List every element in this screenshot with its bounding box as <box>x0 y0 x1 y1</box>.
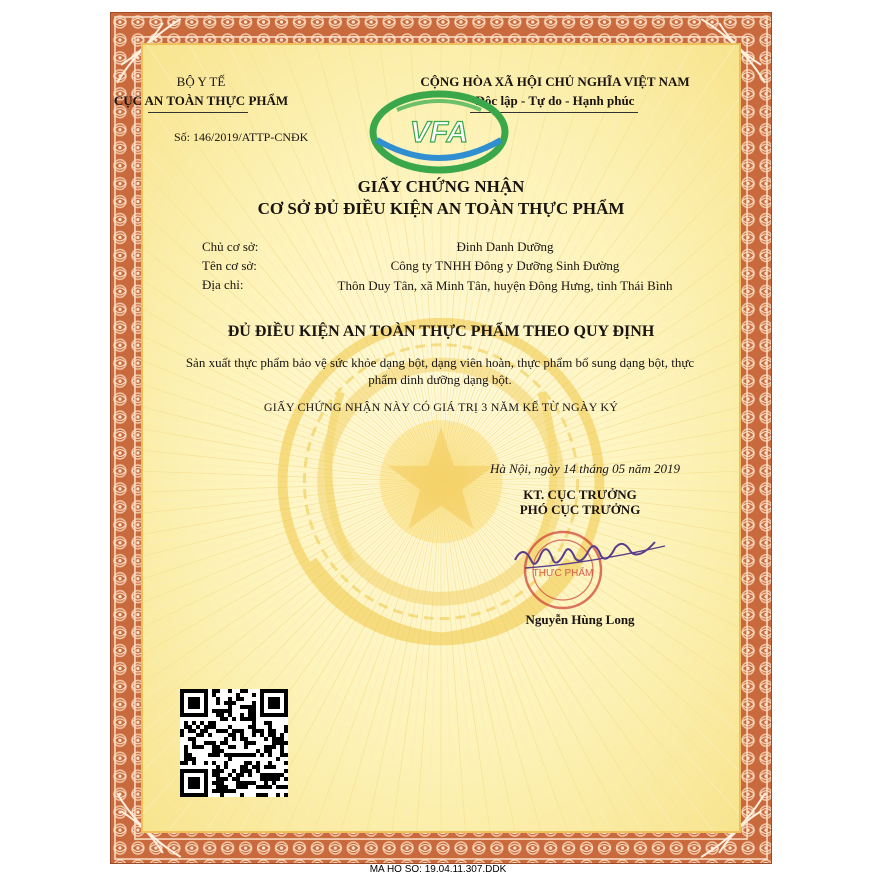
signer-position: PHÓ CỤC TRƯỞNG <box>519 502 641 517</box>
country-name: CỘNG HÒA XÃ HỘI CHỦ NGHĨA VIỆT NAM <box>420 74 690 89</box>
document-number: Số: 146/2019/ATTP-CNĐK <box>174 130 309 144</box>
business-scope: Sản xuất thực phẩm bảo vệ sức khỏe dạng bột, dạng viên hoàn, thực phẩm bổ sung dạng bột, thực phẩm dinh dưỡng dạng bột. <box>185 355 695 387</box>
certificate-subtitle: CƠ SỞ ĐỦ ĐIỀU KIỆN AN TOÀN THỰC PHẨM <box>257 199 625 218</box>
facility-label: Tên cơ sở: <box>202 258 257 273</box>
facility-value: Công ty TNHH Đông y Dưỡng Sinh Đường <box>390 258 620 273</box>
vfa-logo <box>367 88 511 176</box>
owner-label: Chủ cơ sở: <box>202 239 259 254</box>
agency-name: CỤC AN TOÀN THỰC PHẨM <box>113 93 289 108</box>
national-motto: Độc lập - Tự do - Hạnh phúc <box>475 93 635 108</box>
left-header-underline <box>148 112 248 113</box>
signer-name: Nguyễn Hùng Long <box>525 612 635 627</box>
signing-date: Hà Nội, ngày 14 tháng 05 năm 2019 <box>490 461 680 476</box>
address-value: Thôn Duy Tân, xã Minh Tân, huyện Đông Hưng, tỉnh Thái Bình <box>337 278 673 293</box>
record-number: MA HO SO: 19.04.11.307.DDK <box>369 864 507 875</box>
vfa-logo-text: VFA <box>409 116 469 149</box>
certificate-title: GIẤY CHỨNG NHẬN <box>357 177 525 196</box>
compliance-headline: ĐỦ ĐIỀU KIỆN AN TOÀN THỰC PHẨM THEO QUY ĐỊNH <box>227 323 655 340</box>
qr-code <box>180 689 288 797</box>
official-stamp <box>505 530 675 610</box>
stamp-text: THỰC PHẨM <box>532 568 594 579</box>
validity-statement: GIẤY CHỨNG NHẬN NÀY CÓ GIÁ TRỊ 3 NĂM KỂ TỪ NGÀY KÝ <box>263 400 619 414</box>
owner-value: Đinh Danh Dưỡng <box>456 239 554 254</box>
ministry-name: BỘ Y TẾ <box>176 74 226 89</box>
address-label: Địa chỉ: <box>202 277 244 292</box>
signer-title: KT. CỤC TRƯỞNG <box>523 487 637 502</box>
